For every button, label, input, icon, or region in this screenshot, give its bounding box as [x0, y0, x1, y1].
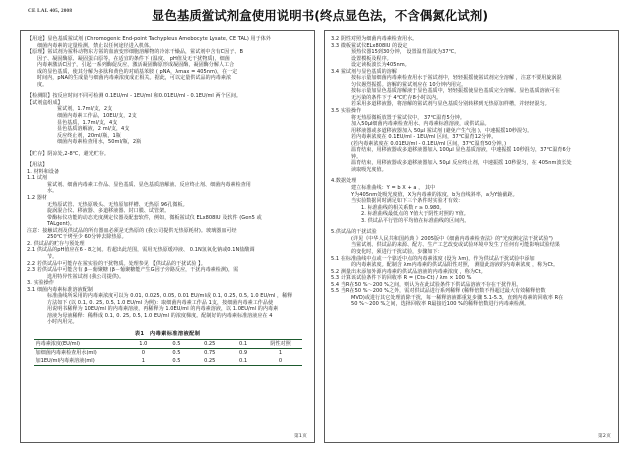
text-line: 250℃干烤至少 60分钟去除热原。	[47, 234, 127, 241]
text-line: 3. 供试品平行管的平均值在标准曲线的区间内。	[361, 217, 470, 224]
table-cell-value: 0.5	[160, 357, 193, 366]
text-line: 设置模板及程序。	[351, 55, 392, 62]
text-line: 用说明书稀释为 10EU/ml 的内毒素溶液，再稀释为 1.0EU/ml 的内毒素溶液，以 1.0EU/ml 的内毒素	[47, 306, 279, 313]
right-panel	[324, 30, 619, 443]
table-row-label: 内毒素浓度(EU/ml)	[34, 339, 127, 348]
text-line: 的内毒素浓度。配制含 λm内毒素的供试品阳性对照， 测量此溶液的内毒素浓度 ，称为Ct。	[351, 262, 559, 269]
text-line: 匀仪愚烈振摇。溶解的鲎试剂应在 10分钟内用完。	[351, 81, 467, 88]
table-cell-value: 1.0	[127, 339, 160, 348]
text-line: 2.1 供试品的pH值应在6 - 8之间。若超出此范围，需用无热原缓冲液、 0.1N氢氧化钠或0.1N盐酸调	[27, 247, 255, 254]
text-line: 预热仪器15到30分钟， 设置温育温度为37℃。	[351, 49, 460, 56]
text-line: 3.3 微板鲎试仪ELx808IU 的设定	[331, 42, 408, 49]
text-line: 鲎试剂、细菌内毒素工作品、显色基质、显色基质溶解液、反应终止剂、细菌内毒素检查用	[47, 181, 251, 188]
right-panel-body	[331, 36, 612, 308]
text-line: 钟。	[351, 153, 362, 160]
text-line: 将无热原微板放置于鲎试仪中， 37℃温育5分钟。	[351, 114, 465, 121]
text-line: 标准曲线所采用的内毒素浓度可以为 0.01, 0.025, 0.05, 0.01 EU/ml或 0.1, 0.25, 0.5, 1.0 EU/ml ，稀释	[47, 293, 293, 300]
table-row-label: 加细菌内毒素检查用水(ml)	[35, 350, 97, 357]
text-line: 2.2 若供试品中可能存在鲎实验的干扰物质。处理参见 【供试品的干扰试验 】。	[27, 260, 206, 267]
left-panel	[20, 30, 315, 443]
table-row	[34, 339, 302, 348]
table-cell-value: 0.25	[193, 357, 227, 366]
endotoxin-standard-table	[34, 339, 302, 366]
table-cell-value: 0.9	[239, 349, 248, 356]
text-line: 2.3 若供试品中可能含有 β－葡聚糖 (β－葡聚糖能产生G因子旁路反应，干扰内毒素检测)，需	[27, 267, 239, 274]
text-line: 选用特异性鲎试剂 (我公司提供)。	[47, 273, 125, 280]
text-line: 当实验数据同时满足如下三个条件时实验才有效：	[351, 198, 464, 205]
text-line: 的变化时，须进行干扰试验，步骤如下：	[351, 248, 443, 255]
text-line: 按标示量加显色基质溶解液于显色基质中，轻轻振摇使显色基质完全溶解。显色基质溶液可在	[351, 88, 560, 95]
text-line: 5.2 测量出未添加外源内毒素的供试品溶液的内毒素浓度 ，称为Ct。	[331, 268, 486, 275]
text-line: 因子、凝固酶原、凝固蛋白原等。在适宜的条件下 (温度、 pH值及无干扰物质)，细菌	[37, 55, 230, 62]
page-number-right: 第2页	[598, 434, 611, 439]
table-cell-value: 0.5	[160, 339, 193, 348]
text-line: (若内毒素浓度在 0.01EU/ml - 0.1EU/ml 区间，37℃温育50分钟。)	[351, 140, 507, 147]
text-line: 方法如下 (以 0.1, 0. 25, 0.5, 1.0 EU/ml 为例)：取细菌内毒素工作品 1支，按细菌内毒素工作品使	[47, 299, 274, 306]
text-line: 5.供试品的干扰试验	[331, 229, 377, 236]
text-line: 成的显色基质，使其分解为多肽和黄色的对硝基苯胺 ( pNA，λmax = 405nm)，在一定	[37, 68, 238, 75]
document-code: CE LAL 405, 2008	[28, 8, 73, 14]
text-line: 1. 标准曲线的相关系数 r ≥ 0.980。	[361, 204, 445, 211]
text-line: 无热原试管、无热原吸头、无热原加样槽、无热原 96孔微板。	[47, 201, 188, 208]
text-line: MVD)或进行其它处理消除干扰，每一稀释溶液都重复步骤 5.1-5.3，直到内毒素的回收率 R在	[351, 294, 564, 301]
text-line: 3.4 鲎试剂与显色基质的溶解	[331, 68, 397, 75]
document-header	[0, 0, 640, 30]
text-line: 5.5 当R在50 %～200 %之外，需对供试品进行系列稀释 (稀释倍数不得超过最大有效稀释倍数	[331, 288, 546, 295]
text-line: 1.1 试剂	[27, 175, 48, 182]
table-cell-control: 阴性对照	[260, 339, 302, 348]
table-caption: 表1 内毒素标准溶液配制	[134, 330, 201, 337]
text-line: 节。	[47, 253, 58, 260]
table-row	[34, 357, 302, 366]
text-line: 若采用多道移液器，将溶解的鲎试剂与显色基质分别转移到无热原加样槽，并轻轻混匀。	[351, 101, 550, 108]
table-cell-control: 1	[278, 349, 283, 356]
text-line: 当鲎试剂、供试品的来源、配方、生产工艺改变或试验环境中发生了任何有可能影响试验结果	[351, 242, 560, 249]
text-line: 反应终止剂，20ml/瓶，1瓶	[57, 132, 121, 139]
text-line: 5.1 在标准曲线中点或一个靠近中点的内毒素浓度 (设为 λm)，作为供试品干扰试验中添加	[331, 255, 535, 262]
text-line: 【检测限】按反应时间不同可检测 0.1EU/ml - 1EU/ml 和0.01EU/ml - 0.1EU/ml 两个区间。	[27, 93, 242, 100]
text-line: 3.5 实验操作	[331, 108, 362, 115]
text-line: 小时内用完。	[47, 319, 78, 326]
text-line: 带酶标仪功能的动态光度测定仪器及配套软件，例如，微板鲎试仪 ELx808IU 及软件 (Gen5 或	[47, 214, 262, 221]
text-line: 设定读板波长为405nm。	[351, 62, 410, 69]
left-panel-body	[27, 36, 308, 326]
text-line: 4.数据处理	[331, 178, 357, 185]
text-line: 【用法】	[27, 162, 48, 169]
text-line: 时间内，pNA的生成量与细菌内毒素浓度成正相关。据此，可以定量供试品的内毒素浓	[37, 75, 232, 82]
table-row	[34, 348, 302, 357]
table-cell-control: 0	[260, 357, 302, 366]
table-cell-value: 0.1	[227, 357, 260, 366]
text-line: 3. 实验操作	[27, 280, 54, 287]
text-line: 3.1 细菌内毒素标准溶液配制	[27, 286, 93, 293]
text-line: 【贮存】阴凉处,2-8℃，避光贮存。	[27, 150, 110, 157]
text-line: 【用途】显色基质鲎试剂 (Chromogenic End-point Tachypleus Amebocyte Lysate, CE TAL) 用于体外	[27, 36, 271, 42]
text-line: 1. 材料和设备	[27, 168, 60, 175]
text-line: 按标示量加细菌内毒素检查用水于鲎试剂中，轻轻振摇使鲎试剂完全溶解 ，注意不要用旋涡混	[351, 75, 562, 82]
text-line: 读取吸光度值。	[351, 166, 387, 173]
page-title: 显色基质鲎试剂盒使用说明书(终点显色法，不含偶氮化试剂)	[151, 8, 489, 23]
text-line: 细菌内毒素检查用水，50ml/瓶，2瓶	[57, 139, 142, 146]
table-cell-value: 0	[141, 349, 145, 356]
text-line: 显色基质溶解液，2 ml/支，4支	[57, 126, 130, 133]
text-line: 度。	[37, 81, 48, 88]
text-line: 用移液器或多道移液器加入 50μl 鲎试剂 (避免产生气泡 )，中速振摇10秒混匀。	[351, 127, 533, 134]
text-line: 无污染的条件下于 4℃贮存8小时以内。	[351, 94, 442, 101]
text-line: 水。	[47, 188, 58, 195]
text-line: 2. 标准曲线最低点的 Y值大于阴性对照的 Y值。	[361, 211, 469, 218]
text-line: 【原理】鲎试剂为鲎科动物东方鲎的血液变形细胞溶解物的冷冻干燥品，鲎试剂中含有C因子、B	[27, 49, 244, 56]
text-line: 50 %～200 %之间，选择回收率 R最接近100 %的稀释倍数进行内毒素检测。	[351, 301, 530, 308]
text-line: TALgent)。	[47, 221, 75, 228]
text-line: Y为405nm处吸光度值，X为内毒素的浓度，b为直线斜率，a为Y轴截距。	[351, 191, 518, 198]
text-line: 3.2 阴性对照为细菌内毒素检查用水。	[331, 36, 418, 42]
text-line: 5.4 当R在50 %～200 %之间，则认为在此试验条件下供试品溶液不存在干扰作用。	[331, 281, 522, 288]
text-line: 旋涡混合仪、移液器、多道移液器、封口膜、试管架。	[47, 208, 170, 215]
text-line: 溶液为母液稀释：稀释成 0.1, 0. 25, 0.5, 1.0 EU/ml 的浓度梯度。配制好的内毒素标准溶液应在 4	[47, 312, 273, 319]
text-line: 【试剂盒组成】	[27, 99, 63, 106]
text-line: 若内毒素浓度在 0.1EU/ml - 1EU/ml 区间，37℃温育12分钟。	[351, 134, 497, 141]
text-line: 建立标准曲线：Y = b X + a ， 其中	[351, 185, 436, 192]
text-line: (详见《中华人民共和国药典 》2005版中《细菌内毒素检查法》的"光度测定法干扰试验")	[351, 235, 553, 242]
two-column-layout	[20, 30, 620, 445]
text-line: 温育结束，用移液器或多道移液器加入 50μl 反应终止剂，中速振摇 10秒混匀，在 405nm波长处	[351, 160, 572, 167]
text-line: 鲎试剂，1.7ml/支，2支	[57, 106, 113, 113]
text-line: 细菌内毒素的定量检测，禁止以任何途径进入机体。	[37, 42, 155, 49]
page-number-left: 第1页	[294, 434, 307, 439]
table-cell-value: 0.1	[227, 339, 260, 348]
text-line: 温育结束，用移液器或多道移液器加入 100μl 显色基质溶液，中速振摇 10秒混匀，37℃温育6分	[351, 147, 571, 154]
table-cell-value: 0.5	[172, 349, 181, 356]
text-line: 5.3 计算该试验条件下的回收率 R = (Cts-Ct) / λm × 100 %	[331, 275, 472, 282]
text-line: 2. 供试品的贮存与预处理	[27, 240, 85, 247]
table-row-label: 加1EU/ml内毒素溶液(ml)	[34, 357, 127, 366]
text-line: 细菌内毒素工作品，10EU/支，2支	[57, 113, 137, 120]
table-cell-value: 1	[127, 357, 160, 366]
text-line: 1.2 器材	[27, 195, 48, 202]
text-line: 加入50μl细菌内毒素检查用水、内毒素标准溶液，或供试品。	[351, 121, 490, 128]
text-line: 内毒素激活C因子，引起一系列酶促反应，激活凝固酶原形成凝固酶，凝固酶分解人工合	[37, 62, 235, 69]
text-line: 注意：接触试剂及供试品的所有器皿必须是无热原的 (我公司提供无热原耗材)。玻璃器皿可经	[27, 227, 237, 234]
table-cell-value: 0.25	[193, 339, 227, 348]
text-line: 显色基质，1.7ml/支，4支	[57, 119, 118, 126]
table-cell-value: 0.75	[204, 349, 216, 356]
